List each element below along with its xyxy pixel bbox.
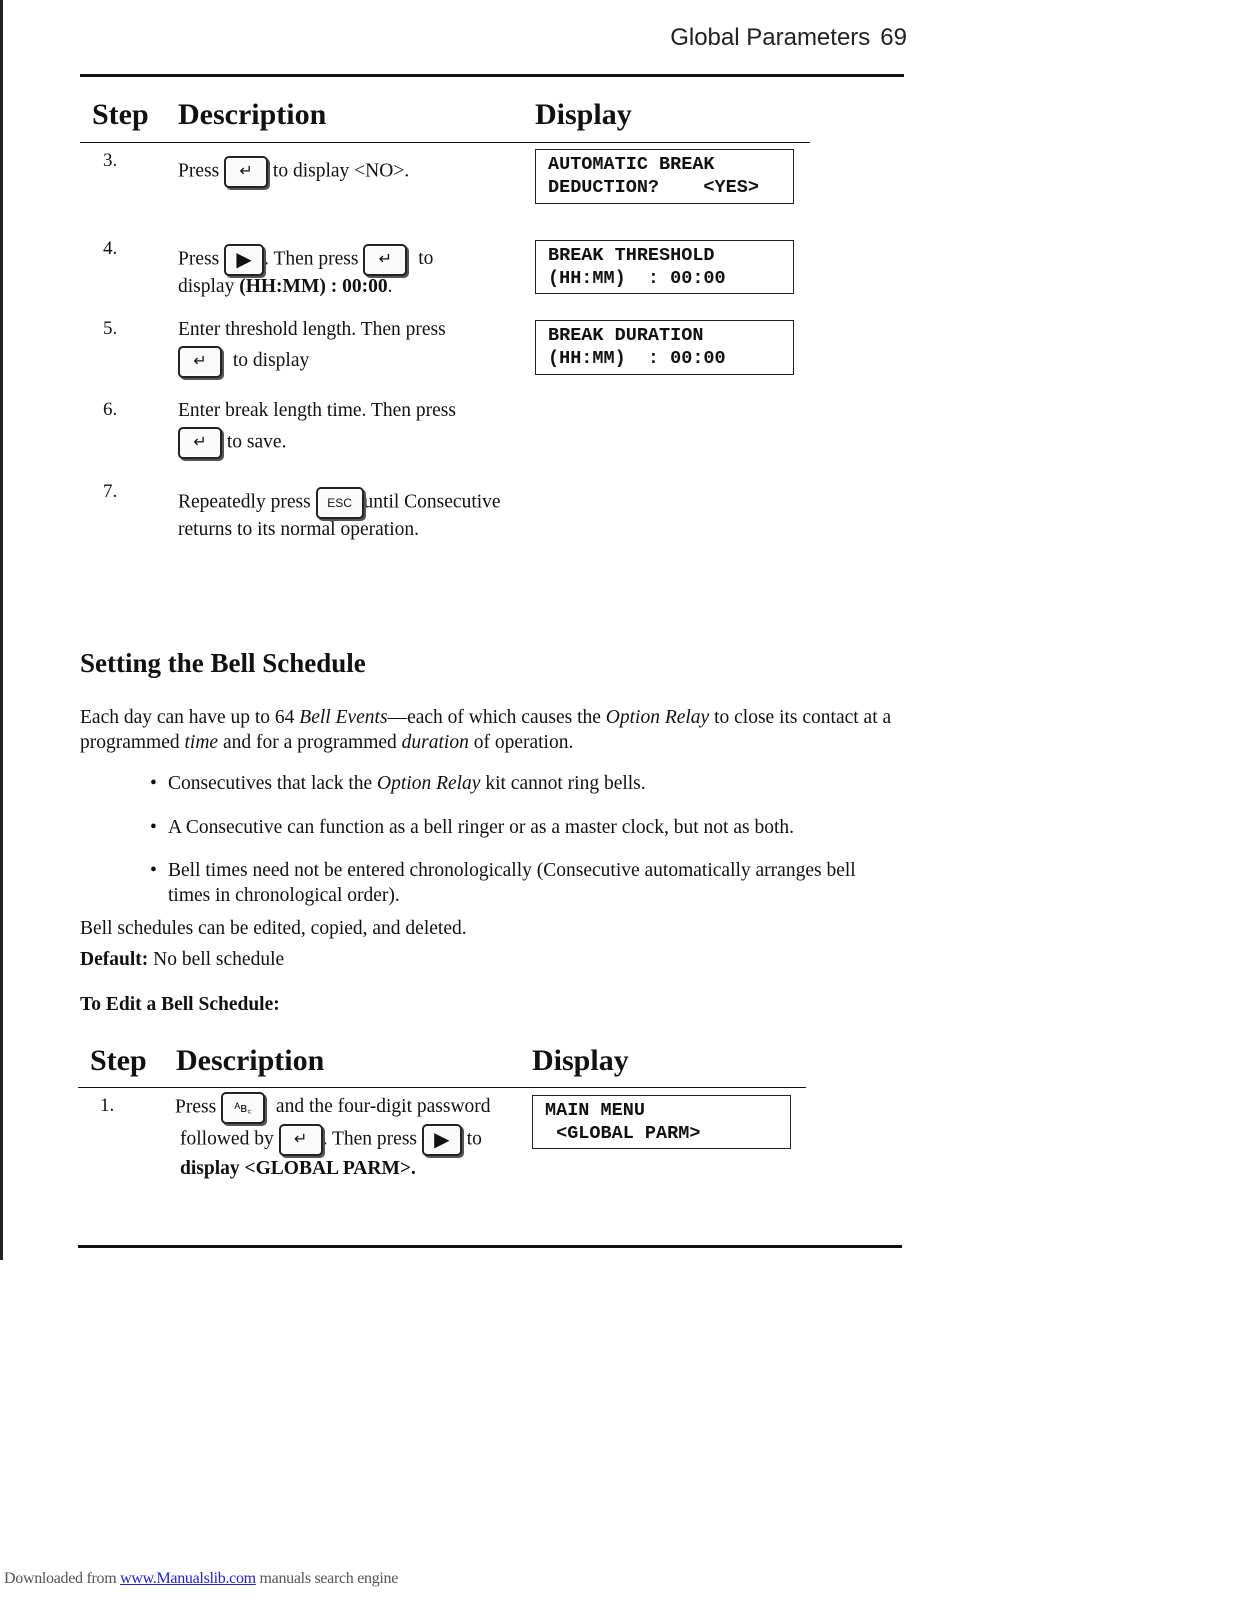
step-text-bold: (HH:MM) : 00:00: [239, 276, 388, 297]
footer-text: manuals search engine: [255, 1570, 399, 1587]
text: Consecutives that lack the: [168, 773, 378, 794]
header-section-title: Global Parameters: [670, 24, 871, 51]
step-text: .: [387, 276, 393, 297]
step-text: to display <NO>.: [272, 160, 410, 182]
default-line: [80, 947, 284, 972]
bullet-item: [150, 815, 888, 840]
lcd-line: AUTOMATIC BREAK: [548, 154, 715, 175]
table1-display-heading: Display: [535, 98, 632, 131]
text: A Consecutive can function as a bell ringer or as a master clock, but not as both.: [168, 817, 794, 838]
text-italic: duration: [401, 732, 469, 753]
step-text: Press: [178, 248, 220, 270]
subheading: To Edit a Bell Schedule:: [80, 994, 280, 1015]
enter-key-icon: ↵: [279, 1124, 323, 1156]
text: times in chronological order).: [168, 885, 400, 906]
table2-description-heading: Description: [176, 1044, 325, 1077]
right-arrow-key-icon: ▶: [422, 1124, 462, 1156]
step-text: . Then press: [322, 1128, 417, 1150]
step-number: 4.: [103, 238, 118, 259]
step-text: Repeatedly press: [178, 491, 311, 513]
bullet-item: [150, 771, 888, 796]
table1-step-heading: Step: [92, 98, 149, 131]
running-header: [660, 24, 907, 52]
enter-key-icon: ↵: [178, 346, 222, 378]
step-text: to: [418, 248, 434, 270]
step-text: Press: [175, 1096, 217, 1118]
enter-key-icon: ↵: [363, 244, 407, 276]
page-number: 69: [880, 24, 907, 51]
step-text: to display: [232, 350, 310, 372]
edit-note: Bell schedules can be edited, copied, and deleted.: [80, 918, 467, 939]
header-rule: [80, 74, 904, 77]
text: and for a programmed: [218, 732, 402, 753]
step-text: followed by: [180, 1128, 274, 1150]
enter-key-icon: ↵: [178, 427, 222, 459]
step-number: 6.: [103, 399, 118, 420]
text: programmed: [80, 732, 185, 753]
table1-heading-rule: [80, 142, 810, 143]
default-label: Default:: [80, 949, 149, 970]
step-description: [175, 1092, 515, 1183]
text-italic: time: [184, 732, 219, 753]
step-number: 7.: [103, 481, 118, 502]
step-description: [178, 396, 498, 459]
intro-paragraph: [80, 705, 910, 755]
bullet-icon: •: [150, 860, 157, 881]
table2-display-heading: Display: [532, 1044, 629, 1077]
manualslib-link[interactable]: www.Manualslib.com: [120, 1570, 256, 1587]
step-text: returns to its normal operation.: [178, 519, 419, 540]
text: of operation.: [468, 732, 574, 753]
step-description: [178, 244, 478, 301]
lcd-display: [535, 240, 794, 294]
footer-text: Downloaded from: [4, 1570, 121, 1587]
step-text: Press: [178, 160, 220, 182]
step-text: until Consecutive: [363, 491, 501, 513]
step-text-bold: display <GLOBAL PARM>.: [180, 1158, 416, 1179]
step-text: and the four-digit password: [275, 1096, 491, 1118]
step-text: Enter threshold length. Then press: [178, 319, 446, 340]
text-italic: Option Relay: [377, 773, 481, 794]
lcd-display: [532, 1095, 791, 1149]
abc-key-icon: ᴬʙ꜀: [221, 1092, 265, 1124]
lcd-line: DEDUCTION? <YES>: [548, 177, 759, 198]
table2-step-heading: Step: [90, 1044, 147, 1077]
text: Bell times need not be entered chronologically (Consecutive automatically arranges bell: [168, 860, 856, 881]
step-text: Enter break length time. Then press: [178, 400, 456, 421]
step-number: 5.: [103, 318, 118, 339]
text: —each of which causes the: [387, 707, 606, 728]
lcd-display: [535, 320, 794, 375]
download-footer: [4, 1570, 398, 1588]
page-left-edge: [0, 0, 3, 1260]
bullet-item: [150, 858, 908, 908]
section-title: Setting the Bell Schedule: [80, 648, 366, 678]
lcd-line: <GLOBAL PARM>: [545, 1123, 701, 1144]
text-italic: Bell Events: [299, 707, 388, 728]
step-description: [178, 315, 498, 378]
step-description: [178, 156, 409, 188]
text: to close its contact at a: [709, 707, 892, 728]
step-text: to save.: [226, 431, 287, 453]
step-number: 3.: [103, 150, 118, 171]
right-arrow-key-icon: ▶: [224, 244, 264, 276]
lcd-line: BREAK THRESHOLD: [548, 245, 715, 266]
enter-key-icon: ↵: [224, 156, 268, 188]
step-text: display: [178, 276, 235, 297]
table1-description-heading: Description: [178, 98, 327, 131]
text: Each day can have up to 64: [80, 707, 300, 728]
lcd-line: (HH:MM) : 00:00: [548, 268, 726, 289]
step-text: . Then press: [264, 248, 359, 270]
lcd-line: (HH:MM) : 00:00: [548, 348, 726, 369]
step-number: 1.: [100, 1095, 115, 1116]
table2-heading-rule: [78, 1087, 806, 1088]
default-value: No bell schedule: [148, 949, 285, 970]
step-description: [178, 487, 538, 544]
bullet-icon: •: [150, 773, 157, 794]
bullet-icon: •: [150, 817, 157, 838]
step-text: to: [466, 1128, 482, 1150]
lcd-display: [535, 149, 794, 204]
esc-key-icon: ESC: [316, 487, 364, 519]
lcd-line: MAIN MENU: [545, 1100, 645, 1121]
text-italic: Option Relay: [605, 707, 710, 728]
lcd-line: BREAK DURATION: [548, 325, 704, 346]
text: kit cannot ring bells.: [480, 773, 646, 794]
footer-rule: [78, 1245, 902, 1248]
